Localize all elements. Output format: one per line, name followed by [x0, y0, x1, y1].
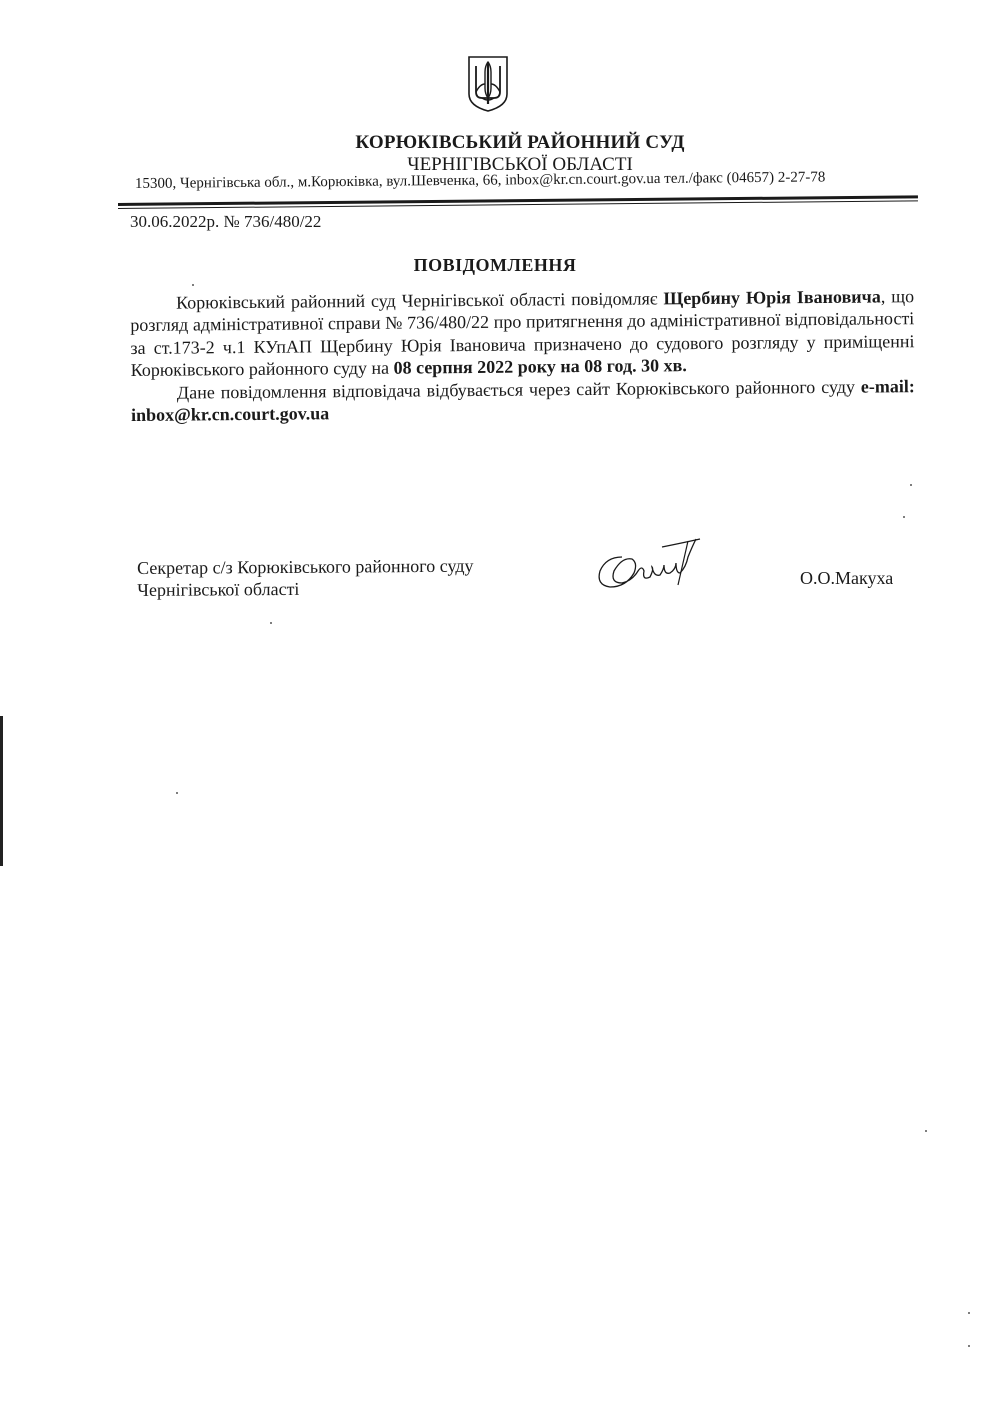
signer-name: О.О.Макуха: [800, 568, 894, 588]
defendant-name: Щербину Юрія Івановича: [663, 286, 881, 309]
notice-paragraph-1: [130, 285, 915, 381]
scan-speck: [968, 1345, 970, 1347]
scan-edge-mark: [0, 716, 3, 866]
notice-body: [130, 285, 915, 426]
scan-speck: [968, 1312, 970, 1314]
court-region: ЧЕРНІГІВСЬКОЇ ОБЛАСТІ: [407, 154, 633, 175]
court-email: e-mail: inbox@kr.cn.court.gov.ua: [130, 375, 915, 426]
signer-position-line-2: Чернігівської області: [137, 578, 300, 600]
p1-text-b: , що розгляд адміністративної справи № 736/480/22 про притягнення до адміністративної відповідальності за ст.173-2 ч.1 КУпАП Щербину Юрія Івановича призначено до судового розгляду у приміщенні Корюківського районного суду на: [130, 286, 915, 381]
scan-speck: [910, 484, 912, 486]
tryzub-emblem-icon: [466, 54, 510, 114]
scan-speck: [925, 1130, 927, 1132]
document-date-reference: 30.06.2022р. № 736/480/22: [130, 212, 322, 231]
p2-text-a: Дане повідомлення відповідача відбувається через сайт Корюківського районного суду: [176, 376, 861, 403]
scan-speck: [176, 792, 178, 794]
handwritten-signature-icon: [592, 527, 702, 597]
signer-position-line-1: Секретар с/з Корюківського районного суду: [137, 555, 474, 578]
notice-paragraph-2: [131, 375, 915, 427]
court-name: КОРЮКІВСЬКИЙ РАЙОННИЙ СУД: [355, 132, 685, 153]
hearing-datetime: 08 серпня 2022 року на 08 год. 30 хв.: [393, 355, 687, 378]
court-contacts: 15300, Чернігівська обл., м.Корюківка, вул.Шевченка, 66, inbox@kr.cn.court.gov.ua тел./факс (04657) 2-27-78: [134, 169, 826, 192]
signer-position: [137, 555, 474, 601]
scan-speck: [270, 622, 272, 624]
document-title: ПОВІДОМЛЕННЯ: [413, 255, 577, 275]
scan-speck: [903, 516, 905, 518]
p1-text-a: Корюківський районний суд Чернігівської області повідомляє: [176, 288, 664, 313]
scan-speck: [192, 284, 194, 286]
